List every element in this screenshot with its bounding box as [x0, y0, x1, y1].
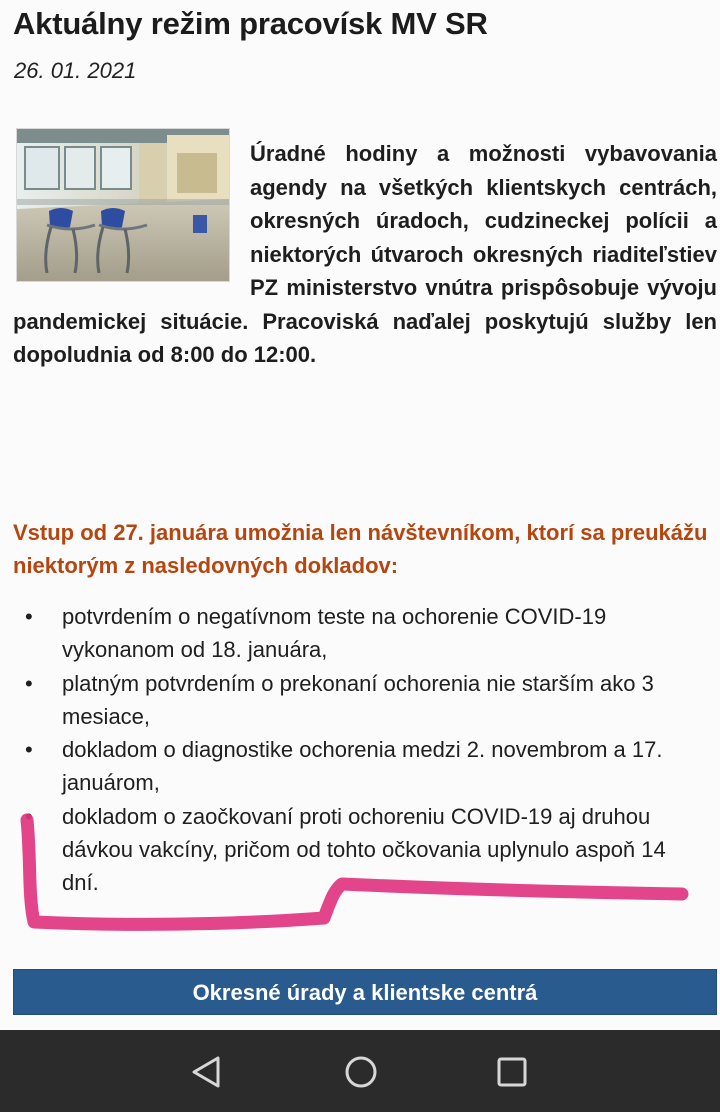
- recents-square-icon[interactable]: [492, 1052, 532, 1092]
- image-float-spacer: [13, 137, 250, 303]
- entry-requirements-heading: Vstup od 27. januára umožnia len návštevníkom, ktorí sa preukážu niektorým z nasledovných dokladov:: [13, 520, 708, 578]
- bullet-icon: •: [25, 737, 33, 763]
- list-item-text: potvrdením o negatívnom teste na ochorenie COVID-19 vykonanom od 18. januára,: [62, 604, 607, 663]
- list-item: [25, 600, 705, 667]
- intro-text: Úradné hodiny a možnosti vybavovania agendy na všetkých klientskych centrách, okresných úradoch, cudzineckej polícii a niektorých útvaroch okresných riaditeľstiev PZ ministerstvo vnútra prispôsobuje vývoju pandemickej situácie. Pracoviská naďalej poskytujú služby len dopoludnia od 8:00 do 12:00.: [13, 141, 717, 367]
- bullet-icon: •: [25, 670, 33, 696]
- article-date: 26. 01. 2021: [14, 58, 137, 83]
- article-title: Aktuálny režim pracovísk MV SR: [13, 6, 488, 41]
- list-item: [25, 800, 705, 900]
- list-item-text: platným potvrdením o prekonaní ochorenia nie starším ako 3 mesiace,: [62, 670, 654, 729]
- bullet-icon: •: [25, 803, 33, 829]
- bullet-icon: •: [25, 604, 33, 629]
- list-item-text: dokladom o diagnostike ochorenia medzi 2. novembrom a 17. januárom,: [62, 737, 663, 796]
- list-item-text: dokladom o zaočkovaní proti ochoreniu COVID-19 aj druhou dávkou vakcíny, pričom od tohto očkovania uplynulo aspoň 14 dní.: [62, 803, 666, 896]
- list-item: [25, 667, 705, 734]
- android-navigation-bar: [0, 1030, 720, 1112]
- intro-paragraph: [13, 137, 717, 372]
- required-documents-list: [25, 600, 705, 900]
- back-triangle-icon[interactable]: [186, 1052, 226, 1092]
- list-item: [25, 733, 705, 800]
- district-offices-button[interactable]: Okresné úrady a klientske centrá: [13, 969, 717, 1015]
- home-circle-icon[interactable]: [341, 1052, 381, 1092]
